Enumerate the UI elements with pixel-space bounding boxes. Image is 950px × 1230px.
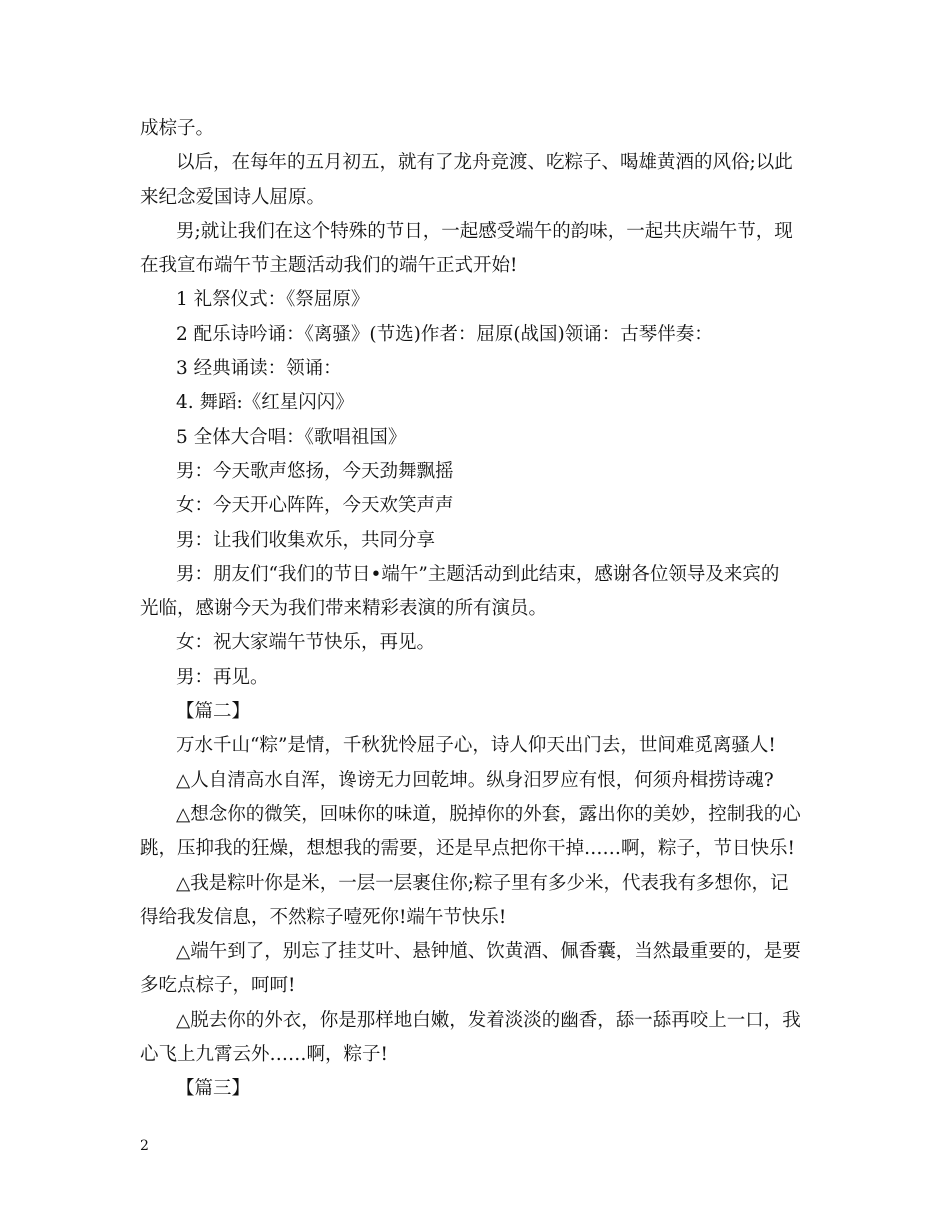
dialogue-line: 女：今天开心阵阵，今天欢笑声声 <box>176 495 454 517</box>
text-line: 以后，在每年的五月初五，就有了龙舟竞渡、吃粽子、喝雄黄酒的风俗;以此 <box>176 152 793 174</box>
text-line: 成棕子。 <box>140 118 215 139</box>
text-line: 在我宣布端午节主题活动我们的端午正式开始! <box>140 255 518 277</box>
text-line: 心飞上九霄云外……啊，粽子! <box>140 1044 388 1066</box>
dialogue-line: 男：让我们收集欢乐，共同分享 <box>176 529 436 551</box>
dialogue-line: 男：再见。 <box>176 666 269 688</box>
dialogue-line: 光临，感谢今天为我们带来精彩表演的所有演员。 <box>140 598 548 620</box>
text-line: 多吃点棕子，呵呵! <box>140 975 296 997</box>
text-line: △端午到了，别忘了挂艾叶、悬钟馗、饮黄酒、佩香囊，当然最重要的，是要 <box>176 941 801 963</box>
text-line: △脱去你的外衣，你是那样地白嫩，发着淡淡的幽香，舔一舔再咬上一口，我 <box>176 1009 801 1031</box>
document-body <box>140 112 812 1107</box>
program-item: 4. 舞蹈:《红星闪闪》 <box>176 392 354 414</box>
text-line: 跳，压抑我的狂燥，想想我的需要，还是早点把你干掉……啊，粽子，节日快乐! <box>140 838 795 860</box>
program-item: 1 礼祭仪式：《祭屈原》 <box>176 289 370 311</box>
dialogue-line: 男：朋友们“我们的节日•端午”主题活动到此结束，感谢各位领导及来宾的 <box>176 563 780 585</box>
text-line: 得给我发信息，不然粽子噎死你!端午节快乐! <box>140 906 507 928</box>
section-heading: 【篇三】 <box>176 1078 251 1100</box>
section-heading: 【篇二】 <box>176 701 251 723</box>
text-line: △想念你的微笑，回味你的味道，脱掉你的外套，露出你的美妙，控制我的心 <box>176 803 801 825</box>
text-line: 来纪念爱国诗人屈原。 <box>140 186 326 208</box>
program-item: 5 全体大合唱：《歌唱祖国》 <box>176 426 407 448</box>
text-line: △人自清高水自浑，谗谤无力回乾坤。纵身汨罗应有恨，何须舟楫捞诗魂? <box>176 769 774 791</box>
dialogue-line: 女：祝大家端午节快乐，再见。 <box>176 632 436 654</box>
page-number: 2 <box>140 1138 149 1154</box>
text-line: 万水千山“粽”是情，千秋犹怜屈子心，诗人仰天出门去，世间难觅离骚人! <box>176 735 776 757</box>
dialogue-line: 男：今天歌声悠扬，今天劲舞飘摇 <box>176 460 454 482</box>
text-line: 男;就让我们在这个特殊的节日，一起感受端午的韵味，一起共庆端午节，现 <box>176 220 793 242</box>
program-item: 2 配乐诗吟诵：《离骚》(节选)作者：屈原(战国)领诵：古琴伴奏： <box>176 323 713 345</box>
text-line: △我是粽叶你是米，一层一层裹住你;粽子里有多少米，代表我有多想你，记 <box>176 872 789 894</box>
program-item: 3 经典诵读：领诵： <box>176 358 342 380</box>
